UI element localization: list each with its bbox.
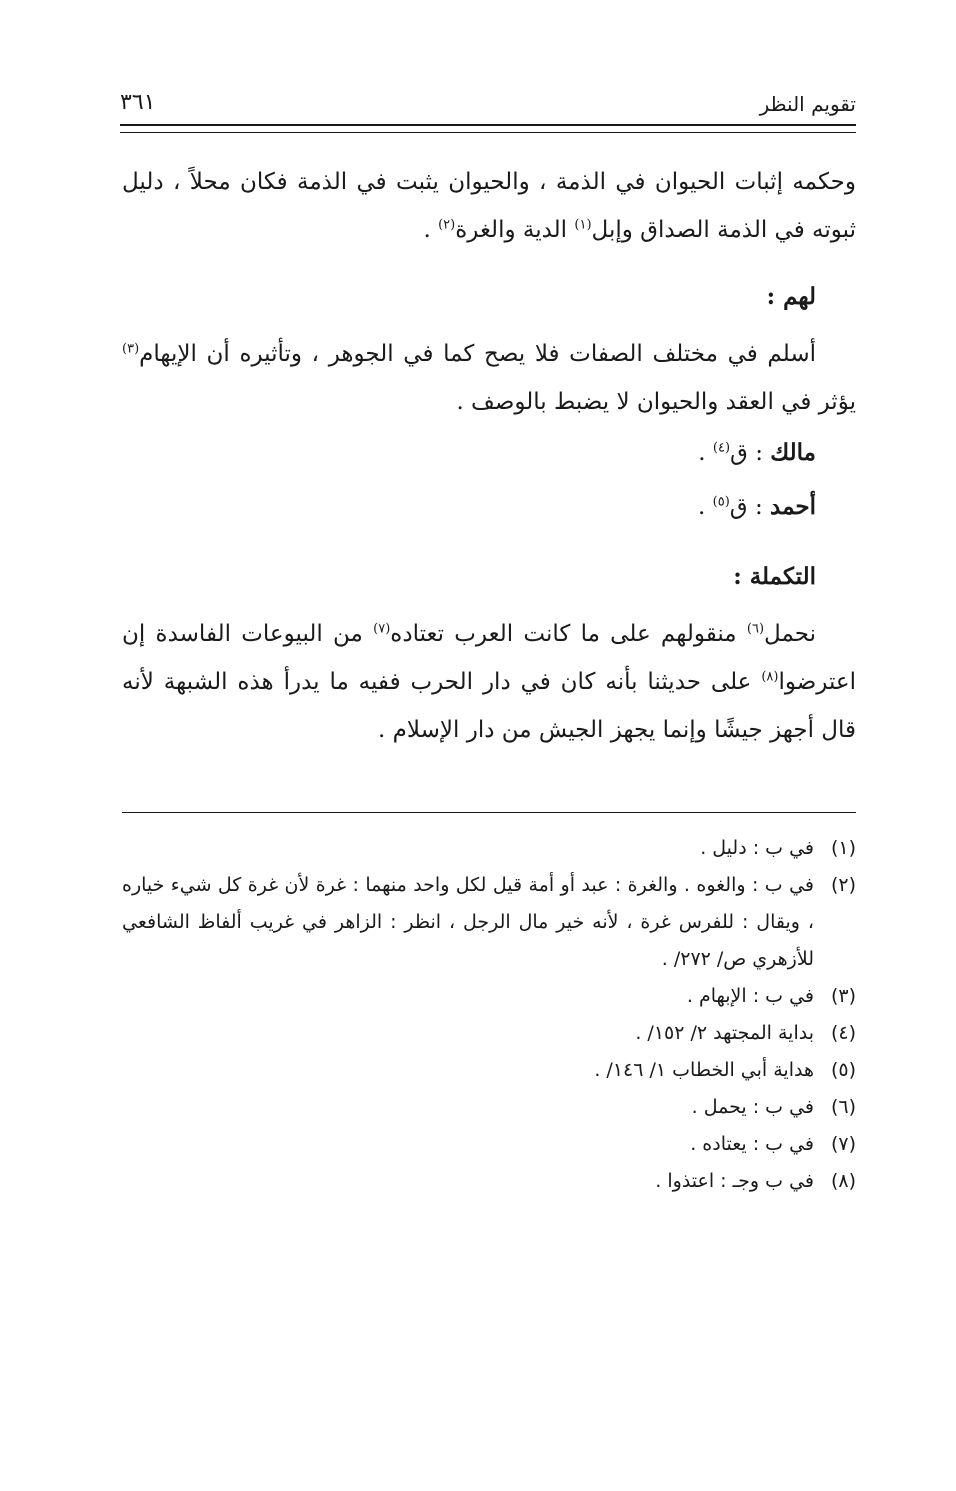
page-header [120,88,856,128]
text-run: . [698,440,713,466]
footnote-text: بداية المجتهد ٢/ ١٥٢/ . [635,1022,814,1044]
footnote-number: (٢) [830,874,856,896]
ahmad-line [122,480,816,534]
heading-takmila: التكملة : [733,563,816,590]
footnote-number: (٤) [830,1022,856,1044]
footnote-number: (٣) [830,985,856,1007]
footnote-text: في ب : الإبهام . [686,985,814,1007]
footnote-number: (٥) [830,1059,856,1081]
paragraph-3 [122,610,856,754]
footnote-ref-2: (٢) [438,217,456,233]
footnote-item [122,1126,856,1163]
text-run: أسلم في مختلف الصفات فلا يصح كما في الجوهر ، وتأثيره أن الإيهام [139,341,816,367]
footnote-text: في ب : يحمل . [691,1096,814,1118]
footnote-separator [122,812,856,813]
page-number: ٣٦١ [120,90,156,115]
footnote-item [122,1089,856,1126]
text-run: نحمل [764,621,816,647]
footnote-item [122,1052,856,1089]
text-run: من البيوعات الفاسدة إن اعترضوا [122,621,856,695]
text-run: . [423,217,439,243]
footnote-item [122,1015,856,1052]
footnote-ref-8: (٨) [761,669,779,685]
ahmad-label: أحمد [770,493,816,520]
text-run: يؤثر في العقد والحيوان لا يضبط بالوصف . [456,389,856,415]
text-run: منقولهم على ما كانت العرب تعتاده [390,621,747,647]
text-run: : ق [730,440,771,466]
footnote-number: (٧) [830,1133,856,1155]
text-run: : ق [729,494,771,520]
footnote-item [122,978,856,1015]
footnote-text: في ب : يعتاده . [690,1133,814,1155]
paragraph-1 [122,158,856,254]
footnote-ref-3: (٣) [122,341,140,357]
text-run: الدية والغرة [455,217,575,243]
footnote-ref-1: (١) [574,217,592,233]
main-text [122,158,856,754]
footnote-text: هداية أبي الخطاب ١/ ١٤٦/ . [594,1059,814,1081]
footnote-item [122,830,856,867]
footnote-item [122,867,856,978]
footnote-text: في ب وجـ : اعتذوا . [655,1170,814,1192]
text-run: . [698,494,713,520]
book-title: تقويم النظر [759,92,856,116]
heading-lahum: لهم : [766,283,816,310]
footnote-number: (٦) [830,1096,856,1118]
header-rule [120,124,856,133]
footnote-text: في ب : والغوه . والغرة : عبد أو أمة قيل لكل واحد منهما : غرة لأن غرة كل شيء خياره ، ويقال : للفرس غرة ، لأنه خير مال الرجل ، انظر : الزاهر في غريب ألفاظ الشافعي للأزهري ص/ ٢٧٢/ . [122,874,814,970]
text-run: وحكمه إثبات الحيوان في الذمة ، والحيوان يثبت في الذمة فكان محلاً ، دليل ثبوته في الذمة الصداق وإبل [122,169,856,243]
footnote-number: (٨) [830,1170,856,1192]
footnote-text: في ب : دليل . [700,837,814,859]
footnote-ref-7: (٧) [373,621,391,637]
malik-line [122,426,816,480]
footnotes [122,830,856,1200]
footnote-item [122,1163,856,1200]
text-run: على حديثنا بأنه كان في دار الحرب ففيه ما يدرأ هذه الشبهة لأنه قال أجهز جيشًا وإنما يجهز الجيش من دار الإسلام . [122,669,856,743]
footnote-ref-5: (٥) [712,494,730,510]
footnote-ref-6: (٦) [746,621,765,637]
footnote-ref-4: (٤) [712,440,731,456]
footnote-number: (١) [830,837,856,859]
paragraph-2 [122,330,856,426]
malik-label: مالك [770,439,816,466]
